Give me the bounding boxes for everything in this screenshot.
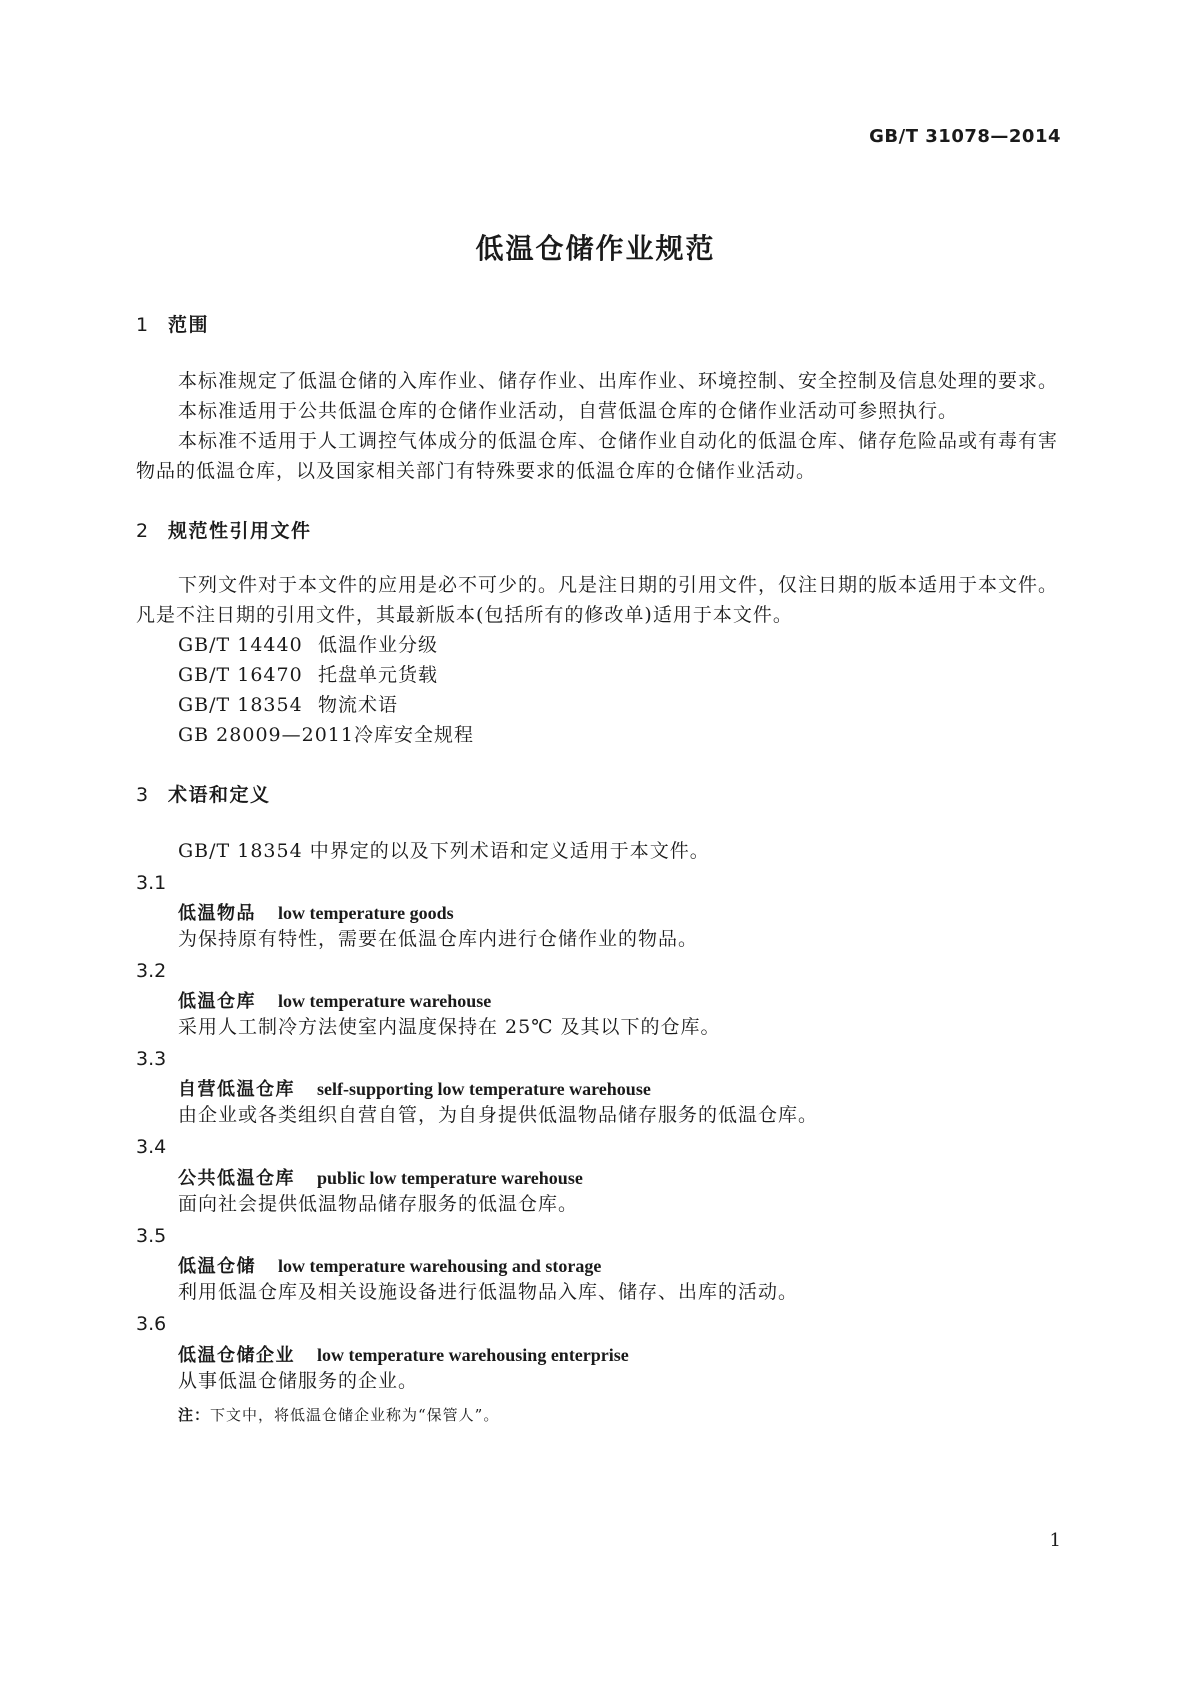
reference-item: [178, 630, 438, 660]
note-text: 下文中，将低温仓储企业称为“保管人”。: [210, 1406, 500, 1424]
scope-paragraph-2: 本标准适用于公共低温仓库的仓储作业活动，自营低温仓库的仓储作业活动可参照执行。: [178, 400, 959, 422]
term-heading: [178, 1164, 583, 1190]
terms-intro: GB/T 18354 中界定的以及下列术语和定义适用于本文件。: [178, 840, 710, 862]
term-english: public low temperature warehouse: [317, 1168, 583, 1188]
term-heading: [178, 1075, 651, 1101]
term-number: 3.1: [136, 872, 167, 894]
normative-intro: 下列文件对于本文件的应用是必不可少的。凡是注日期的引用文件，仅注日期的版本适用于本文件。凡是不注日期的引用文件，其最新版本(包括所有的修改单)适用于本文件。: [136, 574, 1059, 626]
section-2-heading: [136, 516, 312, 543]
reference-title: 低温作业分级: [318, 634, 439, 656]
term-heading: [178, 1252, 601, 1278]
term-definition: 由企业或各类组织自营自管，为自身提供低温物品储存服务的低温仓库。: [178, 1104, 819, 1126]
section-number: 3: [136, 784, 150, 806]
term-chinese: 低温物品: [178, 903, 256, 924]
term-english: low temperature goods: [278, 903, 454, 923]
term-definition: 利用低温仓库及相关设施设备进行低温物品入库、储存、出库的活动。: [178, 1281, 799, 1303]
reference-item: [178, 720, 474, 750]
term-definition: 采用人工制冷方法使室内温度保持在 25℃ 及其以下的仓库。: [178, 1016, 721, 1038]
reference-code: GB/T 14440: [178, 634, 303, 656]
section-number: 1: [136, 314, 150, 336]
term-definition: 从事低温仓储服务的企业。: [178, 1370, 419, 1392]
reference-title: 托盘单元货载: [318, 664, 439, 686]
term-heading: [178, 1341, 629, 1367]
term-definition: 面向社会提供低温物品储存服务的低温仓库。: [178, 1193, 579, 1215]
scope-paragraph-3: 本标准不适用于人工调控气体成分的低温仓库、仓储作业自动化的低温仓库、储存危险品或有毒有害物品的低温仓库，以及国家相关部门有特殊要求的低温仓库的仓储作业活动。: [136, 430, 1059, 482]
section-title: 规范性引用文件: [168, 520, 312, 542]
standard-number: GB/T 31078—2014: [869, 126, 1061, 147]
document-title: 低温仓储作业规范: [475, 232, 716, 265]
page-number: 1: [1049, 1530, 1061, 1551]
term-chinese: 低温仓储: [178, 1256, 256, 1277]
note: [178, 1404, 499, 1425]
section-title: 范围: [168, 314, 210, 336]
reference-code: GB/T 16470: [178, 664, 303, 686]
term-heading: [178, 987, 491, 1013]
term-chinese: 自营低温仓库: [178, 1079, 295, 1100]
term-english: low temperature warehousing and storage: [278, 1256, 602, 1276]
term-heading: [178, 899, 454, 925]
section-number: 2: [136, 520, 150, 542]
term-number: 3.4: [136, 1136, 167, 1158]
section-1-heading: [136, 310, 209, 337]
term-english: self-supporting low temperature warehouse: [317, 1079, 651, 1099]
term-chinese: 公共低温仓库: [178, 1168, 295, 1189]
reference-title: 冷库安全规程: [353, 724, 474, 746]
section-title: 术语和定义: [168, 784, 271, 806]
reference-item: [178, 690, 398, 720]
term-definition: 为保持原有特性，需要在低温仓库内进行仓储作业的物品。: [178, 928, 699, 950]
reference-title: 物流术语: [318, 694, 399, 716]
term-chinese: 低温仓储企业: [178, 1345, 295, 1366]
term-number: 3.3: [136, 1048, 167, 1070]
reference-code: GB 28009—2011: [178, 724, 354, 746]
note-label: 注：: [178, 1406, 211, 1424]
term-number: 3.2: [136, 960, 167, 982]
reference-code: GB/T 18354: [178, 694, 303, 716]
term-chinese: 低温仓库: [178, 991, 256, 1012]
scope-paragraph-1: 本标准规定了低温仓储的入库作业、储存作业、出库作业、环境控制、安全控制及信息处理的要求。: [178, 370, 1059, 392]
section-3-heading: [136, 780, 271, 807]
term-english: low temperature warehousing enterprise: [317, 1345, 629, 1365]
term-english: low temperature warehouse: [278, 991, 492, 1011]
reference-item: [178, 660, 438, 690]
term-number: 3.5: [136, 1225, 167, 1247]
term-number: 3.6: [136, 1313, 167, 1335]
